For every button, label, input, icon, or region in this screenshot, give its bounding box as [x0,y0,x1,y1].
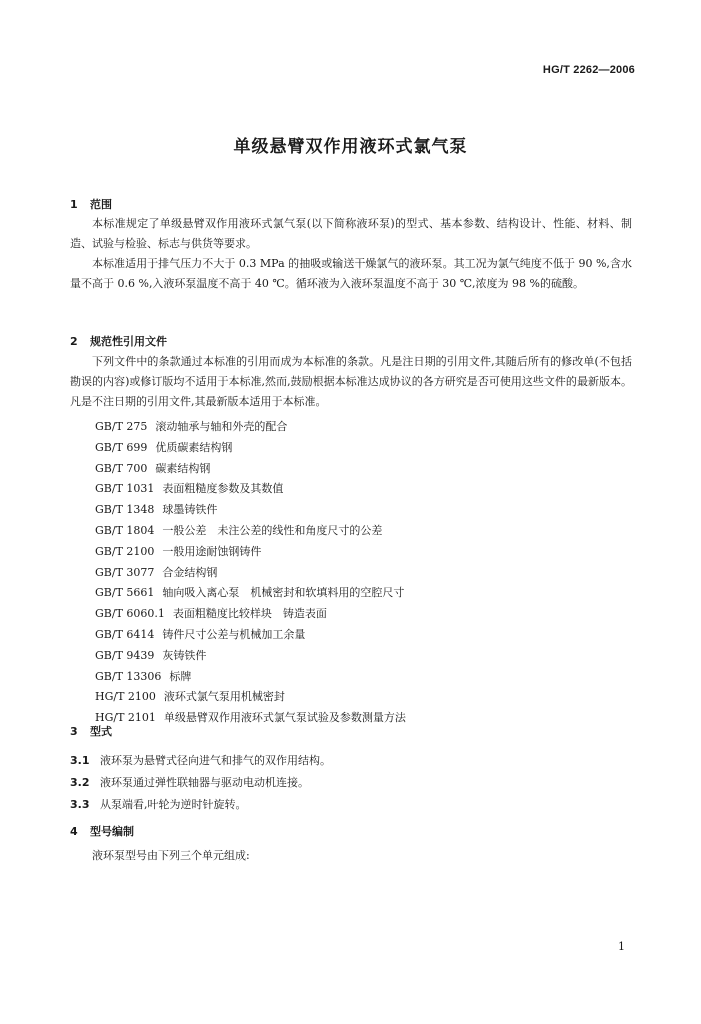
reference-item [95,667,406,688]
section-number: 4 [70,825,78,838]
reference-name: 球墨铸铁件 [162,503,218,517]
reference-name: 铸件尺寸公差与机械加工余量 [162,627,306,641]
reference-item [95,646,406,667]
reference-code: GB/T 1348 [95,503,155,517]
reference-code: GB/T 3077 [95,565,155,579]
reference-name: 灰铸铁件 [162,648,207,662]
clause-item [70,794,331,816]
section-number: 1 [70,198,78,211]
standard-code: HG/T 2262—2006 [542,64,635,76]
reference-name: 表面粗糙度参数及其数值 [162,482,284,496]
reference-name: 一般用途耐蚀钢铸件 [162,544,262,558]
reference-item [95,500,406,521]
clause-text: 从泵端看,叶轮为逆时针旋转。 [100,798,247,811]
reference-code: GB/T 6414 [95,627,155,641]
section-title: 规范性引用文件 [90,335,167,348]
reference-list [95,417,406,729]
reference-item [95,542,406,563]
section-number: 3 [70,725,78,738]
reference-item [95,521,406,542]
scope-paragraph-2: 本标准适用于排气压力不大于 0.3 MPa 的抽吸或输送干燥氯气的液环泵。其工况为氯气纯度不低于 90 %,含水量不高于 0.6 %,入液环泵温度不高于 40 ℃。循环液为入液环泵温度不高于 30 ℃,浓度为 98 %的硫酸。 [70,257,632,290]
clause-item [70,772,331,794]
reference-code: GB/T 1031 [95,482,155,496]
clause-item [70,750,331,772]
reference-name: 轴向吸入离心泵 机械密封和软填料用的空腔尺寸 [162,586,405,600]
reference-item [95,625,406,646]
reference-code: GB/T 6060.1 [95,607,165,621]
section-heading-type [70,723,112,739]
reference-name: 一般公差 未注公差的线性和角度尺寸的公差 [162,523,383,537]
reference-item [95,583,406,604]
reference-item [95,479,406,500]
reference-name: 碳素结构钢 [155,461,211,475]
reference-name: 单级悬臂双作用液环式氯气泵试验及参数测量方法 [163,711,406,725]
section-heading-normative-references [70,333,167,349]
reference-code: GB/T 1804 [95,523,155,537]
reference-code: GB/T 700 [95,461,148,475]
clause-text: 液环泵通过弹性联轴器与驱动电动机连接。 [100,776,309,789]
reference-code: GB/T 275 [95,420,148,433]
reference-item [95,459,406,480]
reference-item [95,417,406,438]
reference-item [95,604,406,625]
model-designation-paragraph: 液环泵型号由下列三个单元组成: [92,849,250,862]
reference-code: GB/T 13306 [95,669,162,683]
clause-text: 液环泵为悬臂式径向进气和排气的双作用结构。 [100,754,331,767]
reference-code: GB/T 5661 [95,586,155,600]
reference-name: 滚动轴承与轴和外壳的配合 [155,420,288,433]
reference-name: 标牌 [169,669,192,683]
section-title: 型式 [90,725,112,738]
normative-references-paragraph: 下列文件中的条款通过本标准的引用而成为本标准的条款。凡是注日期的引用文件,其随后所有的修改单(不包括勘误的内容)或修订版均不适用于本标准,然而,鼓励根据本标准达成协议的各方研究是否可使用这些文件的最新版本。凡是不注日期的引用文件,其最新版本适用于本标准。 [70,355,632,408]
section-number: 2 [70,335,78,348]
clause-number: 3.3 [70,798,90,811]
reference-item [95,687,406,708]
section-heading-scope [70,196,112,212]
page-number: 1 [618,940,625,953]
section-title: 范围 [90,198,112,211]
scope-paragraph-1: 本标准规定了单级悬臂双作用液环式氯气泵(以下简称液环泵)的型式、基本参数、结构设计、性能、材料、制造、试验与检验、标志与供货等要求。 [70,217,632,250]
reference-item [95,438,406,459]
reference-code: GB/T 2100 [95,544,155,558]
reference-item [95,563,406,584]
reference-item [95,708,406,729]
clause-number: 3.1 [70,754,90,767]
clause-number: 3.2 [70,776,90,789]
section-title: 型号编制 [90,825,134,838]
section-heading-model-designation [70,823,134,839]
reference-code: GB/T 699 [95,440,148,454]
clause-list [70,750,331,816]
reference-code: HG/T 2101 [95,711,156,725]
reference-name: 液环式氯气泵用机械密封 [163,690,285,704]
reference-name: 优质碳素结构钢 [155,440,233,454]
reference-name: 表面粗糙度比较样块 铸造表面 [172,607,327,621]
reference-code: HG/T 2100 [95,690,156,704]
reference-name: 合金结构钢 [162,565,218,579]
document-title: 单级悬臂双作用液环式氯气泵 [233,137,468,157]
reference-code: GB/T 9439 [95,648,155,662]
